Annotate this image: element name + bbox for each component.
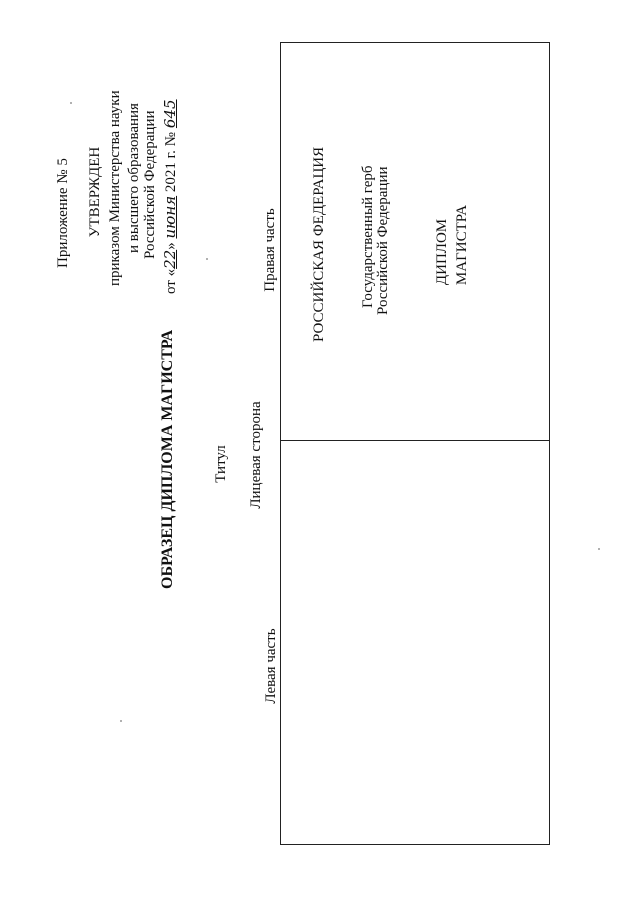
scan-speck bbox=[120, 720, 122, 722]
right-part-label: Правая часть bbox=[262, 208, 278, 292]
approval-heading: УТВЕРЖДЕН bbox=[87, 146, 103, 238]
document-title: ОБРАЗЕЦ ДИПЛОМА МАГИСТРА bbox=[159, 329, 176, 589]
date-day: 22 bbox=[161, 249, 179, 269]
document-subtitle: Титул bbox=[213, 445, 229, 483]
scan-speck bbox=[206, 258, 208, 260]
approval-line2: и высшего образования bbox=[126, 103, 142, 253]
date-month: июня bbox=[161, 195, 179, 239]
date-mid: » bbox=[163, 238, 179, 250]
diploma-divider bbox=[280, 440, 550, 441]
diploma-word: ДИПЛОМ bbox=[434, 218, 450, 286]
annex-label: Приложение № 5 bbox=[55, 158, 71, 268]
left-part-label: Левая часть bbox=[263, 628, 279, 704]
country-name: РОССИЙСКАЯ ФЕДЕРАЦИЯ bbox=[311, 146, 327, 342]
approval-date-line bbox=[163, 84, 181, 294]
approval-line3: Российской Федерации bbox=[142, 110, 158, 259]
approval-line1: приказом Министерства науки bbox=[107, 90, 123, 286]
scan-speck bbox=[598, 548, 600, 550]
scan-speck bbox=[70, 102, 72, 104]
master-word: МАГИСТРА bbox=[454, 204, 470, 286]
front-side-label: Лицевая сторона bbox=[248, 401, 264, 509]
date-prefix: от « bbox=[163, 268, 179, 294]
date-suffix: 2021 г. № bbox=[163, 132, 179, 196]
emblem-line1: Государственный герб bbox=[360, 165, 376, 308]
date-number: 645 bbox=[161, 99, 179, 129]
emblem-line2: Российской Федерации bbox=[375, 166, 391, 315]
